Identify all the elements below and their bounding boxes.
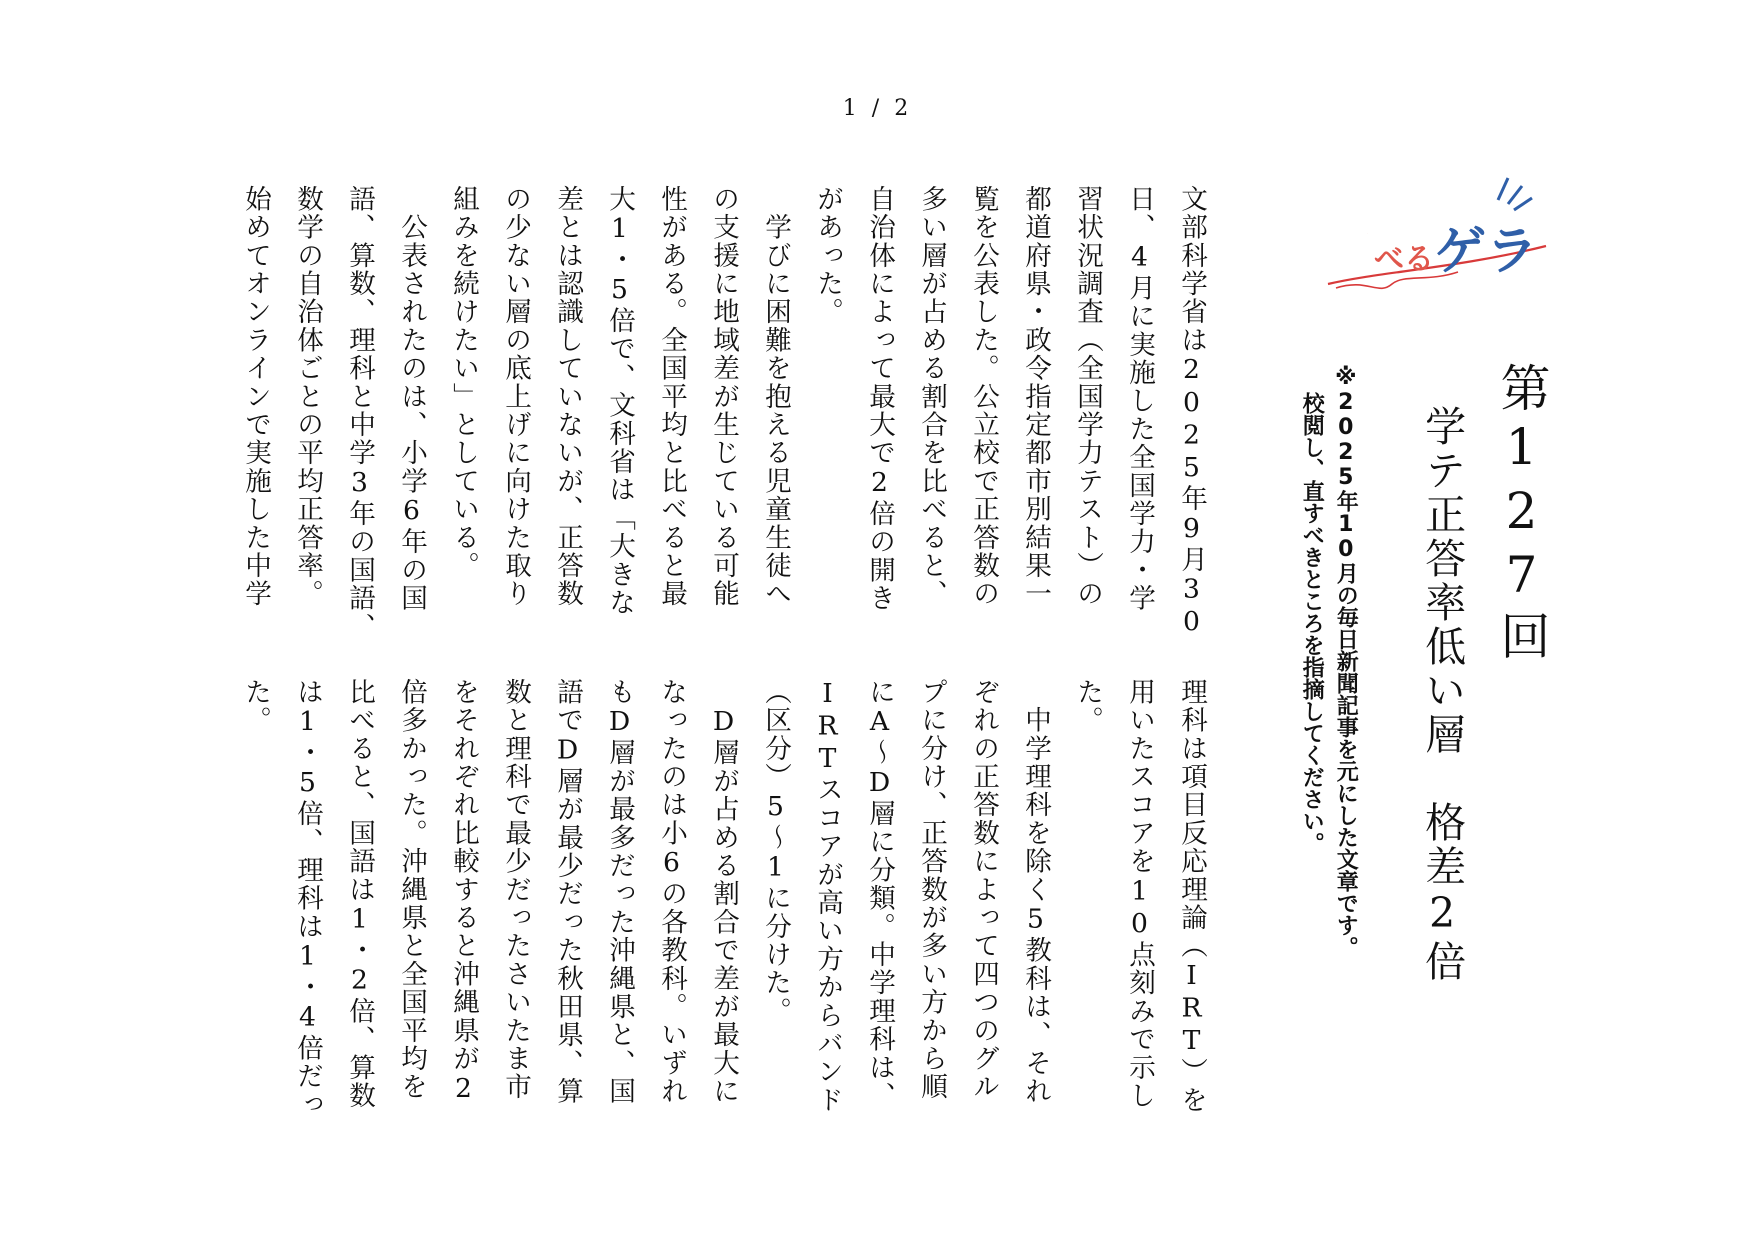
logo-text-part1: 学: [1316, 215, 1375, 283]
note-line-2: 校閲し、直すべきところを指摘してください。: [1299, 392, 1325, 854]
note-line-1: ※2025年10月の毎日新聞記事を元にした文章です。: [1333, 365, 1359, 958]
logo-text: [1316, 202, 1538, 286]
logo-text-part2: べる: [1374, 242, 1435, 277]
article-body-top: 文部科学省は2025年9月30 日、4月に実施した全国学力・学 習状況調査（全国学力テスト）の 都道府県・政令指定都市別結果一 覧を公表した。公立校で正答数の 多い層が占める割合を比べると、 自治体によって最大で2倍の開き があった。 学びに困難を抱える児童生徒へ の支援に地域差が生じている可能 性がある。全国平均と比べると最 大1・5倍で、文科省は「大きな 差とは認識していないが、正答数 の少ない層の底上げに向けた取り 組みを続けたい」としている。 公表されたのは、小学6年の国 語、算数、理科と中学3年の国語、 数学の自治体ごとの平均正答率。 始めてオンラインで実施した中学: [240, 185, 1207, 641]
headline-title: 学テ正答率低い層 格差2倍: [1418, 405, 1467, 984]
article-body-bottom: 理科は項目反応理論（IRT）を 用いたスコアを10点刻みで示し た。 中学理科を除く5教科は、それ ぞれの正答数によって四つのグル プに分け、正答数が多い方から順 にA〜D層に分類。中学理科は、 IRTスコアが高い方からバンド （区分）5〜1に分けた。 D層が占める割合で差が最大に なったのは小6の各教科。いずれ もD層が最多だった沖縄県と、国 語でD層が最少だった秋田県、算 数と理科で最少だったさいたま市 をそれぞれ比較すると沖縄県が2 倍多かった。沖縄県と全国平均を 比べると、国語は1・2倍、算数 は1・5倍、理科は1・4倍だっ た。: [240, 678, 1207, 1119]
logo: [1308, 172, 1553, 312]
episode-number: 第127回: [1492, 362, 1551, 666]
logo-text-part3: ゲラ: [1434, 222, 1539, 282]
page-number: 1 / 2: [842, 96, 913, 121]
